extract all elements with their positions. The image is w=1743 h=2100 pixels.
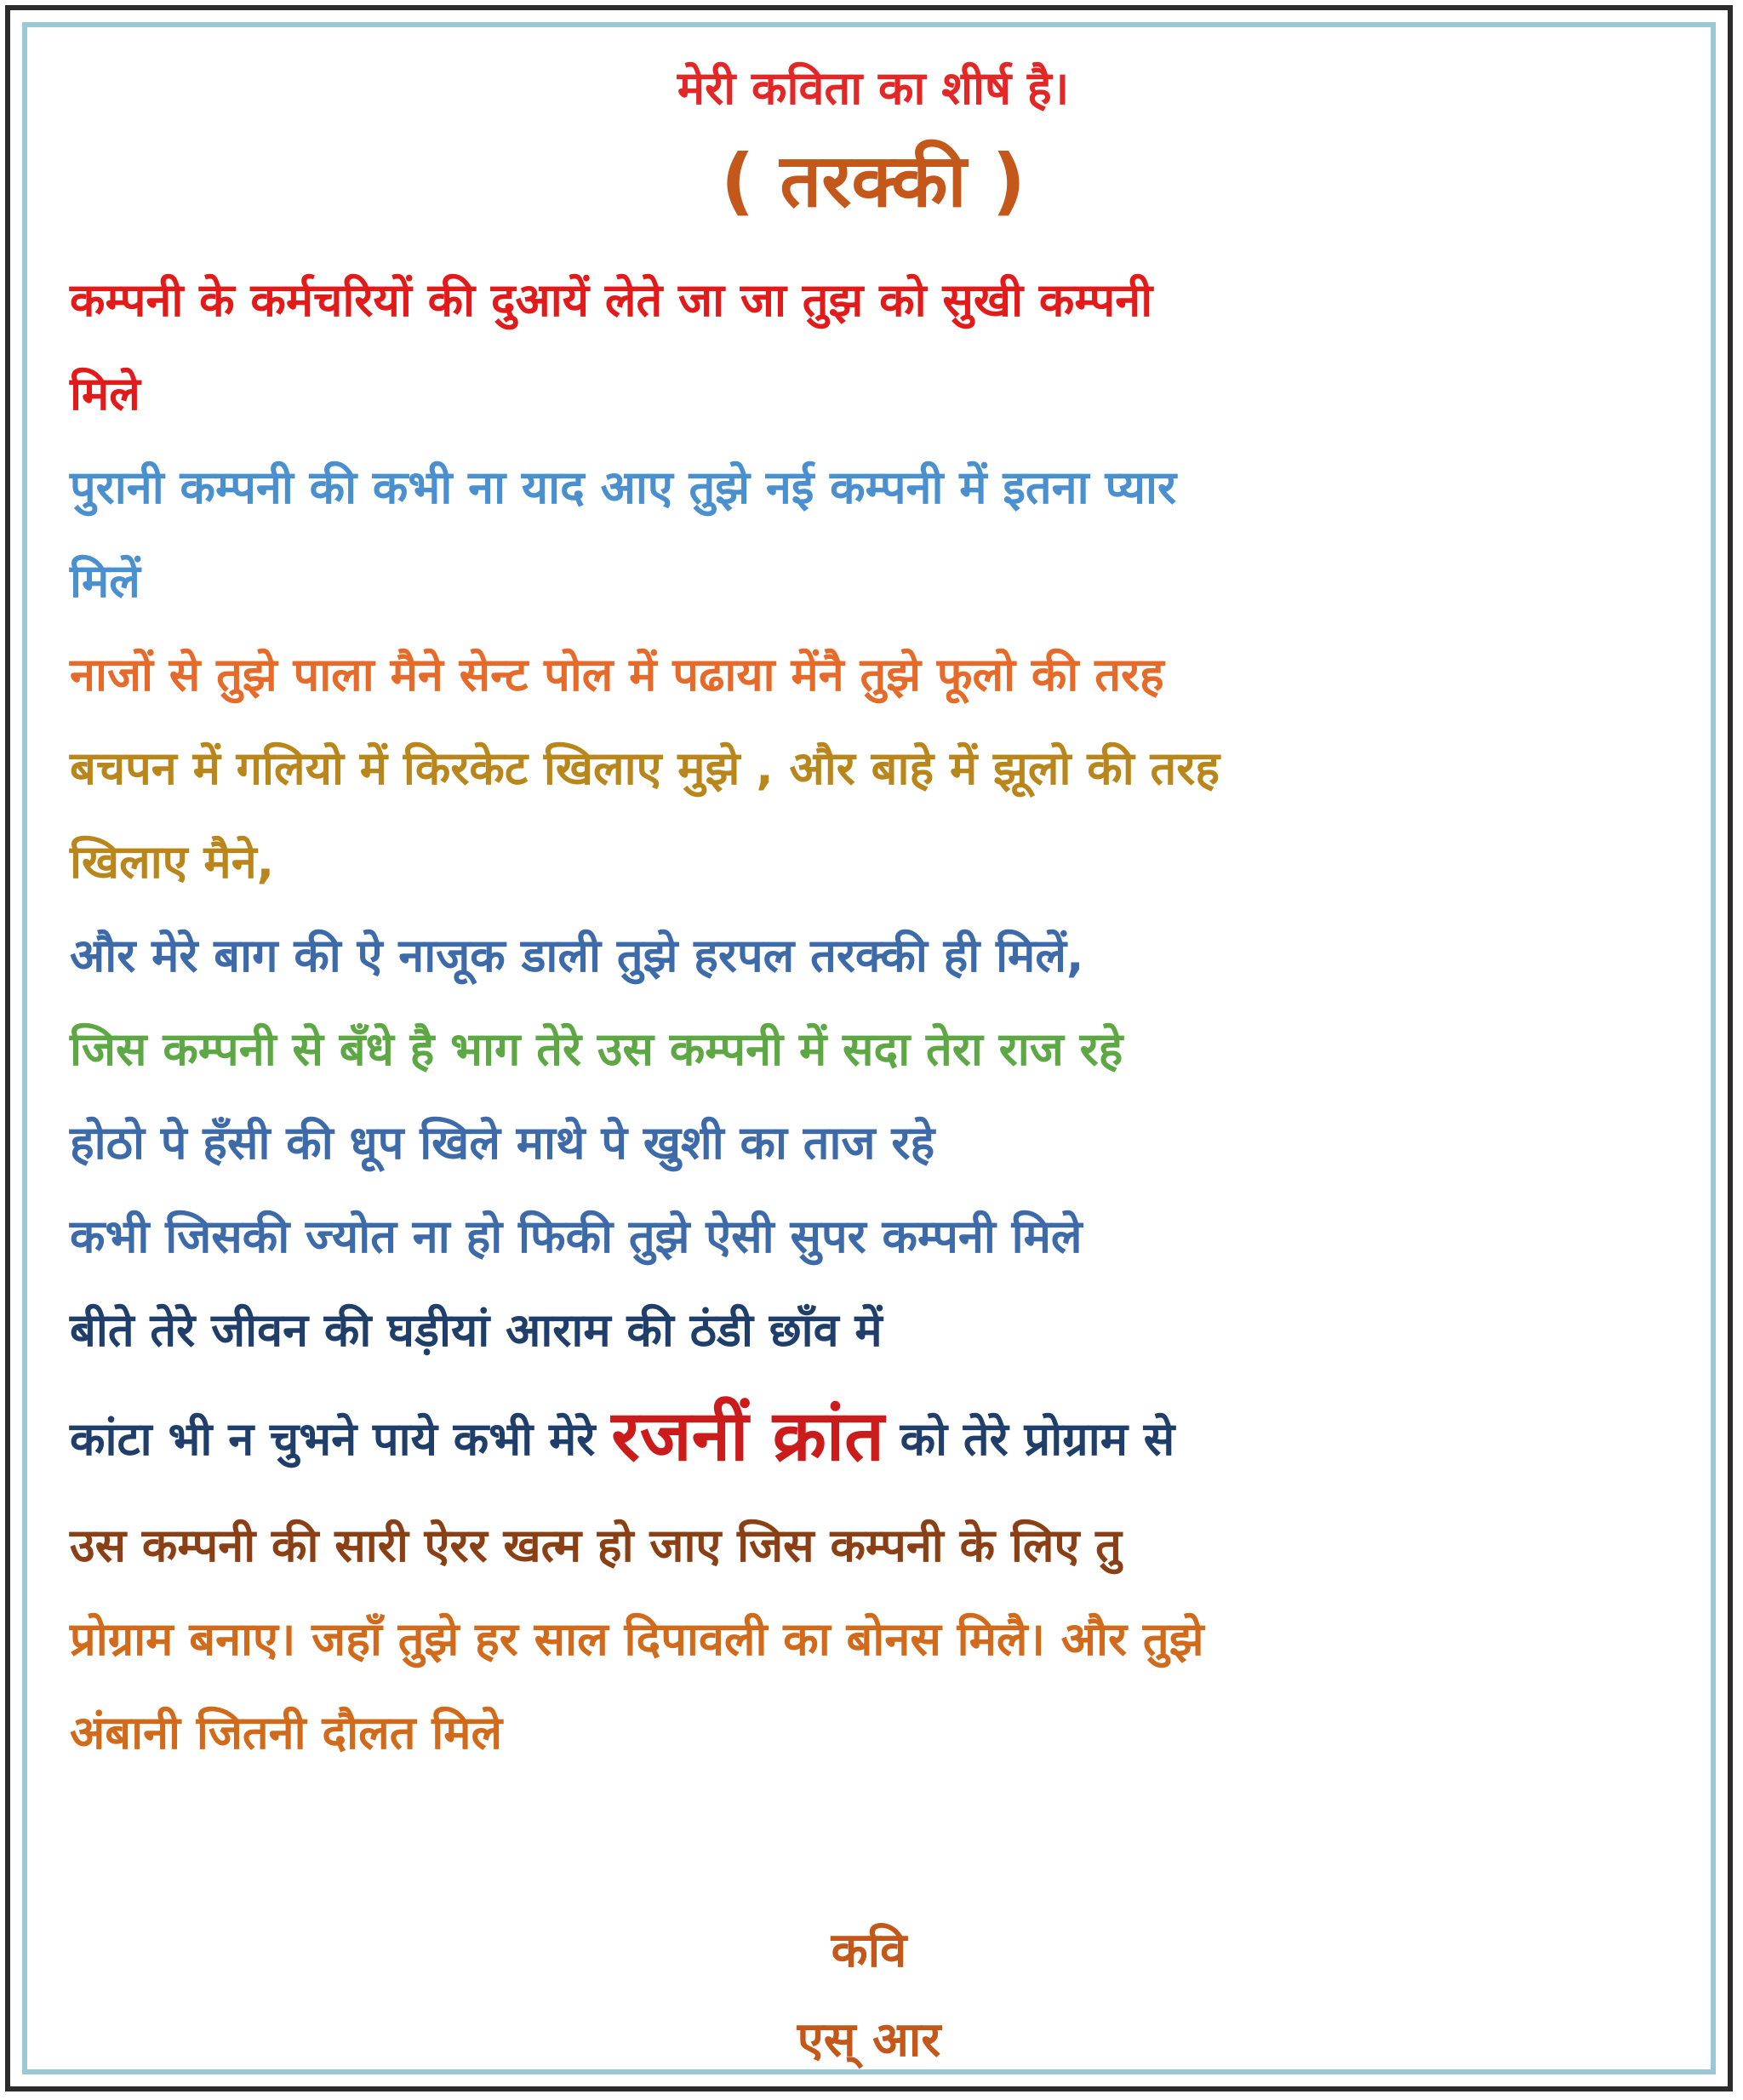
poem-heading: मेरी कविता का शीर्ष है। — [677, 61, 1070, 115]
stanza-5 — [70, 909, 1677, 1003]
stanza-6 — [70, 1003, 1677, 1096]
stanza-line: अंबानी जितनी दौलत मिले — [70, 1706, 503, 1760]
signature-name: एस् आर — [797, 2012, 941, 2068]
name-line-text — [70, 1377, 1677, 1499]
stanza-line: बीते तेरे जीवन की घड़ीयां आराम की ठंडी छाँव में — [70, 1303, 883, 1357]
stanza-1 — [70, 254, 1677, 441]
stanza-line: होठो पे हँसी की धूप खिले माथे पे खुशी का ताज रहे — [70, 1116, 935, 1170]
stanza-8 — [70, 1284, 1677, 1377]
stanza-line: खिलाए मैने, — [70, 835, 275, 889]
stanza-line: जिस कम्पनी से बँधे है भाग तेरे उस कम्पनी में सदा तेरा राज रहे — [70, 1022, 1123, 1076]
stanza-line: पुरानी कम्पनी की कभी ना याद आए तुझे नई कम्पनी में इतना प्यार — [70, 461, 1177, 514]
name-line-after: को तेरे प्रोग्राम से — [883, 1412, 1175, 1466]
stanza-line: नाजों से तुझे पाला मैने सेन्ट पोल में पढाया मेंनै तुझे फूलो की तरह — [70, 648, 1164, 701]
name-line-before: कांटा भी न चुभने पाये कभी मेरे — [70, 1412, 612, 1466]
stanza-line: कम्पनी के कर्मचरियों की दुआयें लेते जा जा तुझ को सुखी कम्पनी — [70, 273, 1153, 327]
stanza-2 — [70, 441, 1677, 628]
poem-content — [70, 48, 1677, 1780]
stanza-line: बचपन में गलियो में किरकेट खिलाए मुझे , और बाहे में झूलो की तरह — [70, 741, 1220, 795]
signature-role: कवि — [831, 1923, 907, 1978]
closing-stanza — [70, 1593, 1677, 1780]
name-line — [70, 1377, 1677, 1499]
stanza-line: मिलें — [70, 554, 140, 608]
stanza-line: कभी जिसकी ज्योत ना हो फिकी तुझे ऐसी सुपर कम्पनी मिले — [70, 1210, 1083, 1263]
poem-card-inner-border — [22, 22, 1716, 2074]
stanza-line: प्रोग्राम बनाए। जहाँ तुझे हर साल दिपावली का बोनस मिलै। और तुझे — [70, 1612, 1204, 1666]
stanza-line: उस कम्पनी की सारी ऐरर खत्म हो जाए जिस कम्पनी के लिए तु — [70, 1519, 1122, 1572]
stanza-line: मिले — [70, 367, 140, 421]
closing-line-1 — [70, 1499, 1677, 1593]
stanza-line: और मेरे बाग की ऐ नाजूक डाली तुझे हरपल तरक्की ही मिलें, — [70, 929, 1084, 982]
poem-card-outer-border — [5, 5, 1733, 2091]
stanza-4 — [70, 722, 1677, 909]
poet-name-highlight: रजनीं क्रांत — [611, 1396, 884, 1477]
poem-title: ( तरक्की ) — [721, 139, 1026, 224]
stanza-7 — [70, 1096, 1677, 1284]
stanza-3 — [70, 628, 1677, 722]
